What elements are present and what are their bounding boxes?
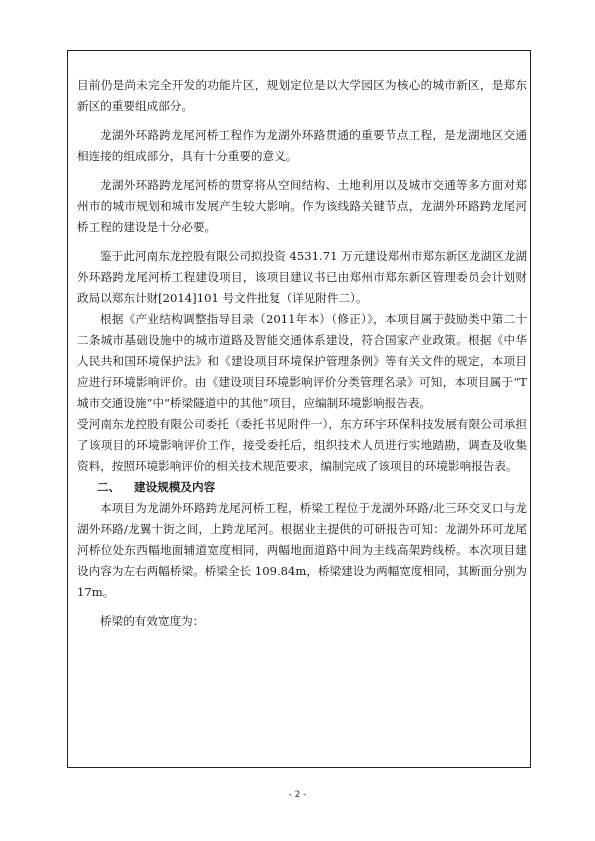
paragraph-intro-continued: 目前仍是尚未完全开发的功能片区，规划定位是以大学园区为核心的城市新区，是郑东新区的重要组成部分。	[77, 78, 527, 113]
page-number: - 2 -	[288, 790, 307, 800]
paragraph-project-impact: 龙湖外环路跨龙尾河桥的贯穿将从空间结构、土地利用以及城市交通等多方面对郑州市的城市规划和城市发展产生较大影响。作为该线路关键节点，龙湖外环路跨龙尾河桥工程的建设是十分必要。	[77, 178, 527, 234]
paragraph-construction-scope: 本项目为龙湖外环路跨龙尾河桥工程，桥梁工程位于龙湖外环路/北三环交叉口与龙湖外环路/龙翼十街之间，上跨龙尾河。根据业主提供的可研报告可知：龙湖外环可龙尾河桥位处东西幅地面辅道宽度相同，两幅地面道路中间为主线高架跨线桥。本次项目建设内容为左右两幅桥梁。桥梁全长 109.84m，桥梁建设为两幅宽度相同，其断面分别为 17m。	[77, 501, 527, 599]
section-title: 建设规模及内容	[134, 480, 216, 494]
paragraph-commission: 受河南东龙控股有限公司委托（委托书见附件一），东方环宇环保科技发展有限公司承担了该项目的环境影响评价工作，接受委托后，组织技术人员进行实地踏勘，调查及收集资料，按照环境影响评价的相关技术规范要求，编制完成了该项目的环境影响报告表。	[77, 417, 527, 473]
paragraph-investment: 鉴于此河南东龙控股有限公司拟投资 4531.71 万元建设郑州市郑东新区龙湖区龙湖外环路跨龙尾河桥工程建设项目，该项目建议书已由郑州市郑东新区管理委员会计划财政局以郑东计财[2014]101 号文件批复（详见附件二）。	[77, 249, 527, 305]
paragraph-policy-basis: 根据《产业结构调整指导目录（2011年本）（修正）》，本项目属于鼓励类中第二十二条城市基础设施中的城市道路及智能交通体系建设，符合国家产业政策。根据《中华人民共和国环境保护法》和《建设项目环境保护管理条例》等有关文件的规定，本项目应进行环境影响评价。由《建设项目环境影响评价分类管理名录》可知，本项目属于“T城市交通设施”中“桥梁隧道中的其他”项目，应编制环境影响报告表。	[77, 312, 527, 410]
document-body	[77, 75, 527, 632]
paragraph-bridge-width: 桥梁的有效宽度为：	[100, 614, 205, 628]
section-heading	[77, 477, 527, 498]
section-number: 二、	[97, 480, 121, 494]
paragraph-project-significance: 龙湖外环路跨龙尾河桥工程作为龙湖外环路贯通的重要节点工程，是龙湖地区交通相连接的组成部分，具有十分重要的意义。	[77, 128, 527, 163]
